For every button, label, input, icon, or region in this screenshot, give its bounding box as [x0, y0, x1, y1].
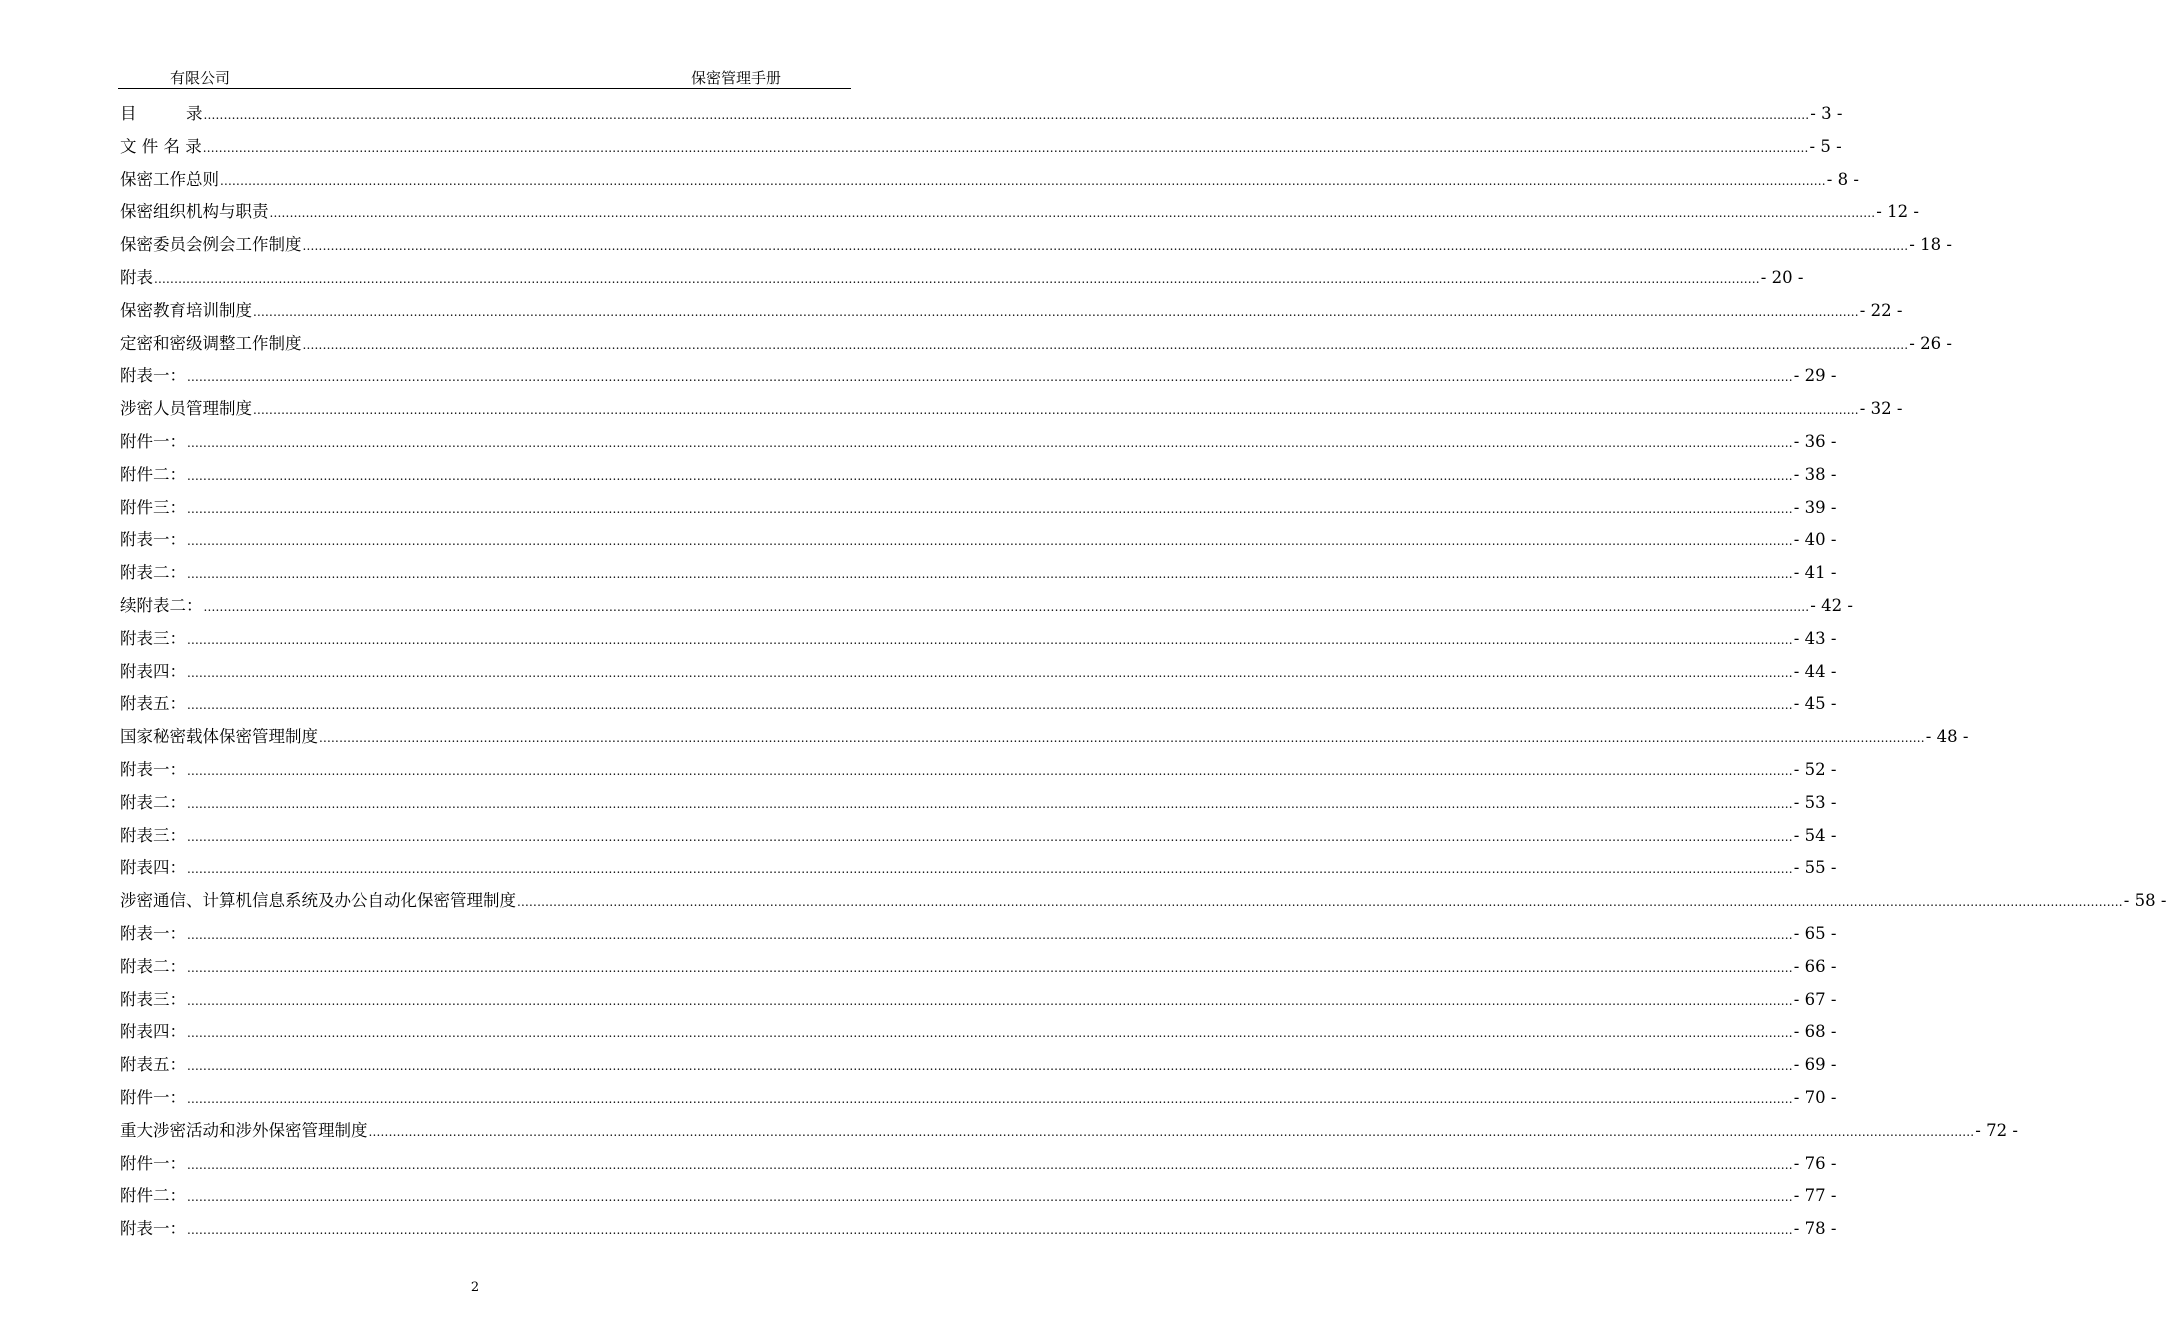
toc-entry-page: - 77 - — [1793, 1186, 1837, 1206]
toc-dot-leader: ................................................................................................................................................................................................................................................................................................................................................................................................................ — [187, 632, 1793, 647]
toc-entry[interactable] — [120, 1213, 1837, 1246]
toc-entry-title: 定密和密级调整工作制度 — [120, 333, 302, 353]
toc-entry-title: 附表 — [120, 267, 153, 287]
toc-entry-page: - 76 - — [1793, 1153, 1837, 1173]
toc-entry-title: 重大涉密活动和涉外保密管理制度 — [120, 1120, 368, 1140]
toc-dot-leader: ................................................................................................................................................................................................................................................................................................................................................................................................................ — [302, 337, 1909, 352]
toc-entry-page: - 22 - — [1859, 300, 1903, 320]
toc-entry-page: - 58 - — [2123, 891, 2166, 911]
toc-entry-page: - 32 - — [1859, 399, 1903, 419]
toc-entry-page: - 53 - — [1793, 792, 1837, 812]
toc-entry[interactable] — [120, 1016, 1837, 1049]
toc-entry-page: - 43 - — [1793, 628, 1837, 648]
toc-entry-title: 附件一： — [120, 1087, 186, 1107]
toc-entry-title: 附件一： — [120, 1153, 186, 1173]
toc-entry-page: - 12 - — [1876, 202, 1919, 222]
toc-entry-title: 保密教育培训制度 — [120, 300, 252, 320]
toc-entry[interactable] — [120, 656, 1837, 689]
toc-dot-leader: ................................................................................................................................................................................................................................................................................................................................................................................................................ — [202, 140, 1809, 155]
page-number: 2 — [470, 1280, 480, 1295]
toc-dot-leader: ................................................................................................................................................................................................................................................................................................................................................................................................................ — [187, 993, 1793, 1008]
toc-dot-leader: ................................................................................................................................................................................................................................................................................................................................................................................................................ — [368, 1124, 1975, 1139]
toc-dot-leader: ................................................................................................................................................................................................................................................................................................................................................................................................................ — [220, 173, 1826, 188]
toc-entry-page: - 29 - — [1793, 366, 1837, 386]
toc-entry-page: - 3 - — [1810, 104, 1843, 123]
toc-dot-leader: ................................................................................................................................................................................................................................................................................................................................................................................................................ — [187, 862, 1793, 877]
toc-entry-title: 附表一： — [120, 1219, 186, 1239]
toc-entry-title: 附表五： — [120, 1055, 186, 1075]
toc-dot-leader: ................................................................................................................................................................................................................................................................................................................................................................................................................ — [187, 1059, 1793, 1074]
toc-entry[interactable] — [120, 885, 2166, 918]
toc-entry-title: 附表三： — [120, 628, 186, 648]
toc-entry[interactable] — [120, 131, 1842, 164]
toc-dot-leader: ................................................................................................................................................................................................................................................................................................................................................................................................................ — [203, 599, 1810, 614]
toc-dot-leader: ................................................................................................................................................................................................................................................................................................................................................................................................................ — [187, 468, 1793, 483]
toc-entry-title: 附件二： — [120, 1186, 186, 1206]
toc-entry-page: - 54 - — [1793, 825, 1837, 845]
toc-entry[interactable] — [120, 164, 1859, 197]
toc-dot-leader: ................................................................................................................................................................................................................................................................................................................................................................................................................ — [187, 1223, 1793, 1238]
toc-dot-leader: ................................................................................................................................................................................................................................................................................................................................................................................................................ — [187, 796, 1793, 811]
toc-entry-title: 附表四： — [120, 858, 186, 878]
toc-entry[interactable] — [120, 721, 1969, 754]
toc-dot-leader: ................................................................................................................................................................................................................................................................................................................................................................................................................ — [187, 501, 1793, 516]
toc-entry[interactable] — [120, 459, 1837, 492]
toc-entry-page: - 42 - — [1810, 595, 1853, 615]
toc-entry[interactable] — [120, 98, 1843, 131]
toc-dot-leader: ................................................................................................................................................................................................................................................................................................................................................................................................................ — [517, 895, 2123, 910]
toc-entry-title: 涉密通信、计算机信息系统及办公自动化保密管理制度 — [120, 891, 516, 911]
toc-entry-title: 附表三： — [120, 825, 186, 845]
toc-entry[interactable] — [120, 360, 1837, 393]
toc-entry-page: - 20 - — [1760, 267, 1804, 287]
toc-dot-leader: ................................................................................................................................................................................................................................................................................................................................................................................................................ — [187, 1190, 1793, 1205]
toc-entry-page: - 48 - — [1925, 727, 1969, 747]
toc-entry-page: - 39 - — [1793, 497, 1837, 517]
toc-entry-page: - 40 - — [1793, 530, 1837, 550]
toc-entry[interactable] — [120, 1180, 1837, 1213]
toc-entry[interactable] — [120, 295, 1903, 328]
toc-entry-page: - 66 - — [1793, 956, 1837, 976]
toc-entry-title: 附表二： — [120, 792, 186, 812]
toc-entry-page: - 78 - — [1793, 1219, 1837, 1239]
toc-dot-leader: ................................................................................................................................................................................................................................................................................................................................................................................................................ — [154, 271, 1760, 286]
toc-entry[interactable] — [120, 492, 1837, 525]
toc-dot-leader: ................................................................................................................................................................................................................................................................................................................................................................................................................ — [253, 403, 1859, 418]
toc-entry-page: - 36 - — [1793, 431, 1837, 451]
toc-entry[interactable] — [120, 557, 1837, 590]
toc-dot-leader: ................................................................................................................................................................................................................................................................................................................................................................................................................ — [269, 206, 1876, 221]
toc-entry-title: 续附表二： — [120, 595, 203, 615]
toc-entry-page: - 44 - — [1793, 661, 1837, 681]
toc-entry-title: 附件三： — [120, 497, 186, 517]
toc-dot-leader: ................................................................................................................................................................................................................................................................................................................................................................................................................ — [187, 665, 1793, 680]
toc-entry-title: 附表一： — [120, 759, 186, 779]
toc-dot-leader: ................................................................................................................................................................................................................................................................................................................................................................................................................ — [187, 567, 1793, 582]
toc-dot-leader: ................................................................................................................................................................................................................................................................................................................................................................................................................ — [319, 731, 1925, 746]
toc-entry-page: - 26 - — [1909, 333, 1952, 353]
toc-entry-page: - 72 - — [1975, 1120, 2018, 1140]
toc-entry-page: - 55 - — [1793, 858, 1837, 878]
toc-entry-title: 附表四： — [120, 1022, 186, 1042]
toc-entry-title: 附件一： — [120, 431, 186, 451]
toc-entry[interactable] — [120, 1148, 1837, 1181]
toc-entry-title: 文 件 名 录 — [120, 136, 202, 156]
toc-dot-leader: ................................................................................................................................................................................................................................................................................................................................................................................................................ — [187, 960, 1793, 975]
toc-entry-title: 附表二： — [120, 563, 186, 583]
toc-entry-title: 附表二： — [120, 956, 186, 976]
toc-dot-leader: ................................................................................................................................................................................................................................................................................................................................................................................................................ — [187, 763, 1793, 778]
toc-entry-title: 国家秘密载体保密管理制度 — [120, 727, 318, 747]
toc-entry-title: 涉密人员管理制度 — [120, 399, 252, 419]
toc-entry[interactable] — [120, 393, 1903, 426]
toc-entry[interactable] — [120, 590, 1853, 623]
toc-dot-leader: ................................................................................................................................................................................................................................................................................................................................................................................................................ — [187, 435, 1793, 450]
toc-entry-page: - 67 - — [1793, 989, 1837, 1009]
toc-entry-page: - 69 - — [1793, 1055, 1837, 1075]
toc-entry-title: 附表四： — [120, 661, 186, 681]
toc-entry-page: - 68 - — [1793, 1022, 1837, 1042]
toc-entry[interactable] — [120, 852, 1837, 885]
toc-entry-title: 附表一： — [120, 530, 186, 550]
toc-entry-title: 保密组织机构与职责 — [120, 202, 269, 222]
toc-dot-leader: ................................................................................................................................................................................................................................................................................................................................................................................................................ — [187, 1157, 1793, 1172]
toc-dot-leader: ................................................................................................................................................................................................................................................................................................................................................................................................................ — [187, 927, 1793, 942]
toc-entry-title: 目 录 — [120, 104, 203, 123]
toc-entry[interactable] — [120, 951, 1837, 984]
toc-entry[interactable] — [120, 196, 1919, 229]
toc-dot-leader: ................................................................................................................................................................................................................................................................................................................................................................................................................ — [253, 304, 1859, 319]
toc-entry-title: 附表一： — [120, 923, 186, 943]
toc-entry[interactable] — [120, 328, 1952, 361]
toc-dot-leader: ................................................................................................................................................................................................................................................................................................................................................................................................................ — [187, 1026, 1793, 1041]
toc-entry[interactable] — [120, 984, 1837, 1017]
toc-entry-page: - 18 - — [1909, 235, 1952, 255]
toc-dot-leader: ................................................................................................................................................................................................................................................................................................................................................................................................................ — [187, 1091, 1793, 1106]
toc-entry-title: 保密工作总则 — [120, 169, 219, 189]
toc-entry-page: - 38 - — [1793, 464, 1837, 484]
toc-entry-page: - 41 - — [1793, 563, 1837, 583]
toc-dot-leader: ................................................................................................................................................................................................................................................................................................................................................................................................................ — [187, 534, 1793, 549]
toc-entry-title: 附表三： — [120, 989, 186, 1009]
toc-entry-title: 附件二： — [120, 464, 186, 484]
toc-entry-title: 附表一： — [120, 366, 186, 386]
toc-entry[interactable] — [120, 1049, 1837, 1082]
toc-dot-leader: ................................................................................................................................................................................................................................................................................................................................................................................................................ — [302, 239, 1909, 254]
toc-entry-page: - 65 - — [1793, 923, 1837, 943]
toc-entry[interactable] — [120, 820, 1837, 853]
toc-entry[interactable] — [120, 623, 1837, 656]
toc-entry-title: 保密委员会例会工作制度 — [120, 235, 302, 255]
toc-entry[interactable] — [120, 688, 1837, 721]
toc-entry-title: 附表五： — [120, 694, 186, 714]
toc-entry[interactable] — [120, 754, 1837, 787]
toc-dot-leader: ................................................................................................................................................................................................................................................................................................................................................................................................................ — [187, 698, 1793, 713]
toc-entry-page: - 8 - — [1826, 169, 1859, 189]
toc-dot-leader: ................................................................................................................................................................................................................................................................................................................................................................................................................ — [187, 829, 1793, 844]
toc-dot-leader: ................................................................................................................................................................................................................................................................................................................................................................................................................ — [187, 370, 1793, 385]
toc-entry-page: - 45 - — [1793, 694, 1837, 714]
toc-entry-page: - 52 - — [1793, 759, 1837, 779]
toc-entry[interactable] — [120, 426, 1837, 459]
header-manual-title: 保密管理手册 — [690, 69, 781, 87]
toc-entry[interactable] — [120, 1115, 2018, 1148]
toc-entry[interactable] — [120, 918, 1837, 951]
toc-entry[interactable] — [120, 1082, 1837, 1115]
toc-entry-page: - 5 - — [1809, 136, 1842, 156]
toc-entry-page: - 70 - — [1793, 1087, 1837, 1107]
toc-entry[interactable] — [120, 262, 1804, 295]
toc-entry[interactable] — [120, 787, 1837, 820]
toc-entry[interactable] — [120, 524, 1837, 557]
toc-entry[interactable] — [120, 229, 1952, 262]
table-of-contents — [120, 98, 2166, 1246]
toc-dot-leader: ................................................................................................................................................................................................................................................................................................................................................................................................................ — [203, 108, 1810, 122]
header-company: 有限公司 — [170, 69, 231, 87]
page-header — [118, 68, 851, 89]
